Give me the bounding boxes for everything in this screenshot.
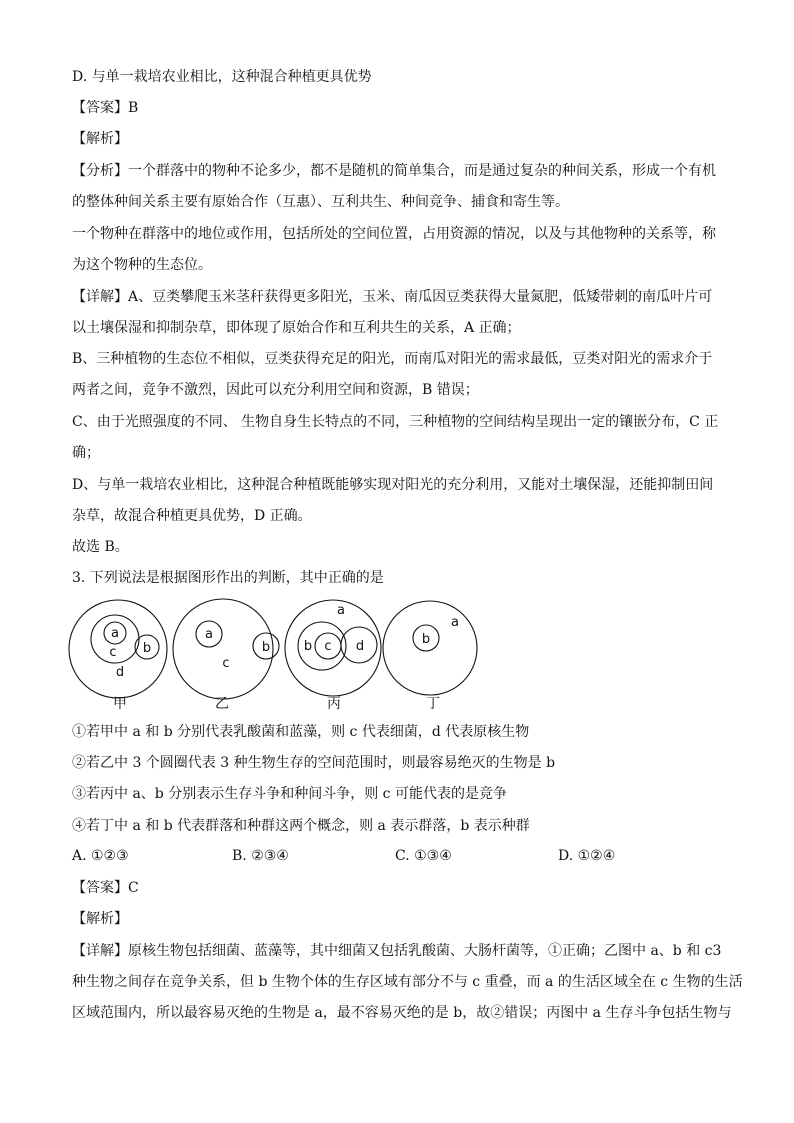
yi-label-c: c <box>222 656 230 671</box>
jia-label-b: b <box>142 641 152 656</box>
statement-3: ③若丙中 a、b 分别表示生存斗争和种间斗争，则 c 可能代表的是竞争 <box>72 786 507 802</box>
ding-circle-a <box>383 601 477 695</box>
conclusion-line: 故选 B。 <box>72 539 129 555</box>
bing-circle-a <box>285 600 381 696</box>
jia-label-c: c <box>109 645 117 660</box>
detail-line: C、由于光照强度的不同、 生物自身生长特点的不同，三种植物的空间结构呈现出一定的镶嵌分布，C 正 <box>72 414 719 430</box>
analysis-line: 一个物种在群落中的地位或作用，包括所处的空间位置，占用资源的情况，以及与其他物种的关系等，称 <box>72 226 716 242</box>
detail-line-q3: 区域范围内，所以最容易灭绝的生物是 a，最不容易灭绝的是 b，故②错误；丙图中 a 生存斗争包括生物与 <box>72 1005 732 1021</box>
ding-label-a: a <box>451 615 459 630</box>
yi-caption: 乙 <box>215 696 229 712</box>
yi-circle-c <box>173 599 273 699</box>
option-c: C. ①③④ <box>395 848 452 864</box>
bing-label-c: c <box>324 639 332 654</box>
question-3-stem: 3. 下列说法是根据图形作出的判断，其中正确的是 <box>72 570 384 586</box>
detail-line: 杂草，故混合种植更具优势，D 正确。 <box>72 508 312 524</box>
jia-label-a: a <box>111 626 119 641</box>
detail-line: D、与单一栽培农业相比，这种混合种植既能够实现对阳光的充分利用，又能对土壤保湿，还能抑制田间 <box>72 477 714 493</box>
option-a: A. ①②③ <box>72 848 129 864</box>
jia-caption: 甲 <box>113 696 127 712</box>
yi-label-a: a <box>205 627 213 642</box>
detail-line-q3: 种生物之间存在竞争关系，但 b 生物个体的生存区域有部分不与 c 重叠，而 a 的生活区域全在 c 生物的生活 <box>72 974 743 990</box>
detail-line: 【详解】A、豆类攀爬玉米茎秆获得更多阳光，玉米、南瓜因豆类获得大量氮肥，低矮带刺的南瓜叶片可 <box>72 289 713 305</box>
answer-options <box>72 848 722 866</box>
ding-caption: 丁 <box>426 696 440 712</box>
statement-1: ①若甲中 a 和 b 分别代表乳酸菌和蓝藻，则 c 代表细菌，d 代表原核生物 <box>72 724 530 740</box>
analysis-heading: 【解析】 <box>72 131 128 147</box>
bing-label-b: b <box>303 639 313 654</box>
option-b: B. ②③④ <box>232 848 289 864</box>
bing-label-a: a <box>337 603 345 618</box>
statement-2: ②若乙中 3 个圆圈代表 3 种生物生存的空间范围时，则最容易绝灭的生物是 b <box>72 755 556 771</box>
bing-caption: 丙 <box>327 696 341 712</box>
bing-label-d: d <box>355 639 365 654</box>
analysis-line: 的整体种间关系主要有原始合作（互惠）、互利共生、种间竞争、捕食和寄生等。 <box>72 194 569 210</box>
answer-label: 【答案】B <box>72 100 139 116</box>
option-d-line: D. 与单一栽培农业相比，这种混合种植更具优势 <box>72 69 372 85</box>
detail-line: 两者之间，竞争不激烈，因此可以充分利用空间和资源，B 错误； <box>72 382 479 398</box>
analysis-line: 为这个物种的生态位。 <box>72 257 212 273</box>
detail-line: 以土壤保湿和抑制杂草，即体现了原始合作和互利共生的关系，A 正确； <box>72 320 521 336</box>
analysis-heading-q3: 【解析】 <box>72 911 128 927</box>
analysis-line: 【分析】一个群落中的物种不论多少，都不是随机的简单集合，而是通过复杂的种间关系，形成一个有机 <box>72 163 716 179</box>
answer-label-q3: 【答案】C <box>72 880 139 896</box>
yi-label-b: b <box>261 640 271 655</box>
detail-line: 确； <box>72 445 100 461</box>
jia-label-d: d <box>115 665 125 680</box>
statement-4: ④若丁中 a 和 b 代表群落和种群这两个概念，则 a 表示群落，b 表示种群 <box>72 818 530 834</box>
option-d: D. ①②④ <box>558 848 616 864</box>
ding-label-b: b <box>421 632 431 647</box>
detail-line-q3: 【详解】原核生物包括细菌、蓝藻等，其中细菌又包括乳酸菌、大肠杆菌等，①正确；乙图中 a、b 和 c3 <box>72 943 722 959</box>
detail-line: B、三种植物的生态位不相似，豆类获得充足的阳光，而南瓜对阳光的需求最低，豆类对阳光的需求介于 <box>72 351 713 367</box>
